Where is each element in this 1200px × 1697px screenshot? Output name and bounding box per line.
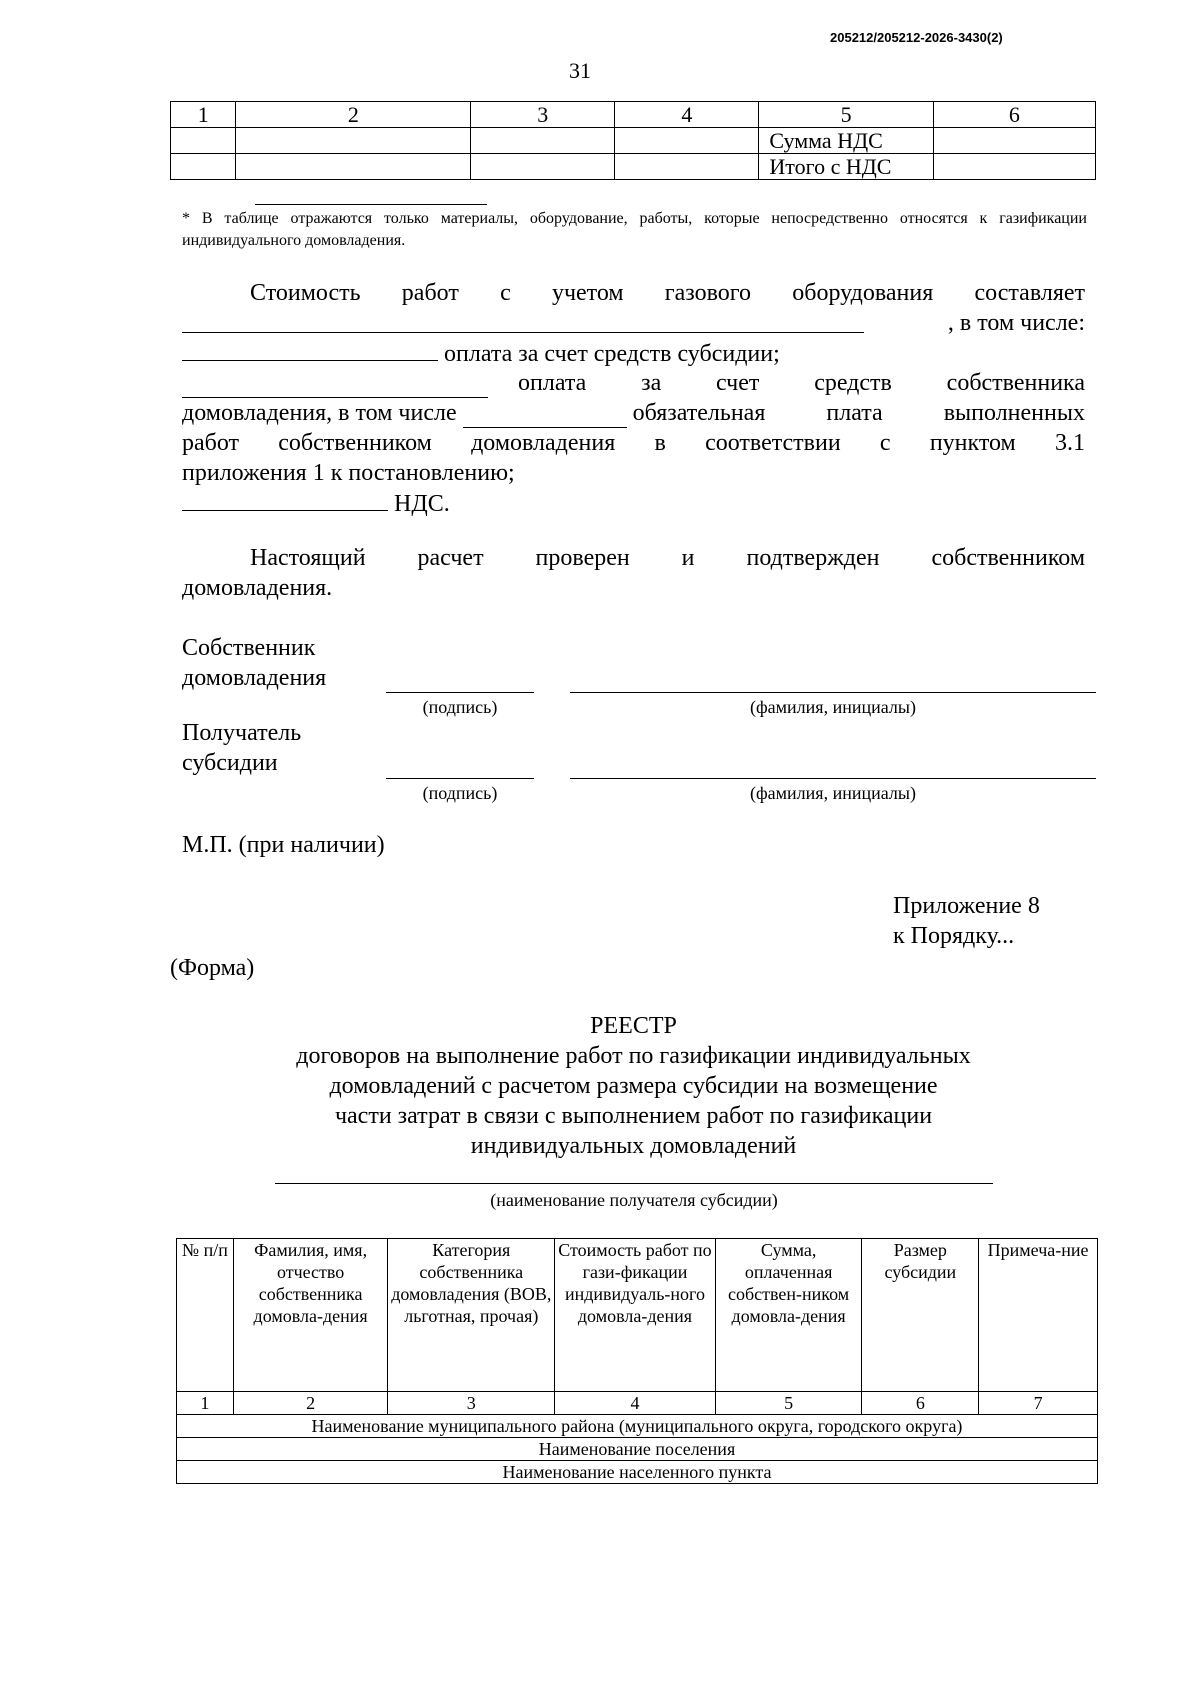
registry-subtitle-line: договоров на выполнение работ по газификации индивидуальных xyxy=(296,1043,971,1069)
table-cell xyxy=(236,154,471,180)
name-caption: (фамилия, инициалы) xyxy=(750,783,916,803)
cost-line-7: приложения 1 к постановлению; xyxy=(182,460,515,486)
stamp-label: М.П. (при наличии) xyxy=(182,832,385,858)
table-row xyxy=(171,128,1096,154)
column-number: 6 xyxy=(933,102,1095,128)
recipient-name-line xyxy=(570,778,1096,779)
owner-signature-line xyxy=(386,692,534,693)
cost-line-4 xyxy=(182,368,1085,398)
cost-table xyxy=(170,101,1096,180)
appendix-label: Приложение 8 xyxy=(893,893,1040,919)
cost-line-8 xyxy=(182,488,1085,519)
table-cell xyxy=(171,154,236,180)
page-number: 31 xyxy=(569,58,591,83)
signature-caption: (подпись) xyxy=(422,783,498,803)
registry-subtitle-line: индивидуальных домовладений xyxy=(470,1133,797,1159)
registry-table xyxy=(176,1238,1098,1484)
table-row xyxy=(177,1461,1098,1484)
cost-text: НДС. xyxy=(394,491,450,517)
cost-text: , в том числе: xyxy=(947,310,1085,336)
cost-line-2 xyxy=(182,308,1085,338)
recipient-name-blank xyxy=(275,1183,993,1184)
table-cell xyxy=(615,128,759,154)
vat-amount-label: Сумма НДС xyxy=(759,128,933,154)
column-header: Стоимость работ по гази-фикации индивидуаль-ного домовла-дения xyxy=(555,1239,716,1392)
cost-text: обязательная плата выполненных xyxy=(632,400,1085,426)
settlement-row: Наименование поселения xyxy=(177,1438,1098,1461)
column-number: 7 xyxy=(979,1392,1098,1415)
name-caption: (фамилия, инициалы) xyxy=(750,697,916,717)
table-cell xyxy=(471,154,615,180)
cost-text: оплата за счет средств субсидии; xyxy=(444,341,780,367)
owner-label: Собственник xyxy=(182,635,316,661)
subsidy-amount-blank xyxy=(182,338,438,361)
column-number: 2 xyxy=(236,102,471,128)
column-number: 3 xyxy=(471,102,615,128)
recipient-signature-line xyxy=(386,778,534,779)
table-header-row xyxy=(171,102,1096,128)
table-cell xyxy=(471,128,615,154)
recipient-caption: (наименование получателя субсидии) xyxy=(490,1190,778,1210)
cost-line-6: работ собственником домовладения в соответствии с пунктом 3.1 xyxy=(182,430,1085,456)
form-label: (Форма) xyxy=(170,955,255,981)
column-number: 6 xyxy=(862,1392,979,1415)
column-number: 4 xyxy=(615,102,759,128)
document-id: 205212/205212-2026-3430(2) xyxy=(830,30,1003,45)
table-row xyxy=(177,1415,1098,1438)
cost-text: оплата за счет средств собственника xyxy=(518,370,1085,396)
owner-label: домовладения xyxy=(182,665,327,691)
total-with-vat-label: Итого с НДС xyxy=(759,154,933,180)
cost-text: домовладения, в том числе xyxy=(182,400,457,426)
column-number: 1 xyxy=(171,102,236,128)
table-header-row xyxy=(177,1239,1098,1392)
cost-text: Стоимость работ с учетом газового оборудования составляет xyxy=(250,280,1085,306)
verified-line-2: домовладения. xyxy=(182,575,333,601)
column-number: 3 xyxy=(388,1392,555,1415)
table-cell xyxy=(236,128,471,154)
table-row xyxy=(177,1438,1098,1461)
owner-name-line xyxy=(570,692,1096,693)
municipal-district-row: Наименование муниципального района (муниципального округа, городского округа) xyxy=(177,1415,1098,1438)
cost-line-3 xyxy=(182,338,1085,369)
column-header: Категория собственника домовладения (ВОВ, льготная, прочая) xyxy=(388,1239,555,1392)
owner-amount-blank xyxy=(182,375,488,398)
footnote: * В таблице отражаются только материалы, оборудование, работы, которые непосредственно относятся к газификации индивидуального домовладения. xyxy=(182,210,1087,249)
verified-text: Настоящий расчет проверен и подтвержден собственником xyxy=(250,545,1085,571)
table-row xyxy=(171,154,1096,180)
column-number: 1 xyxy=(177,1392,234,1415)
column-header: Размер субсидии xyxy=(862,1239,979,1392)
column-number: 2 xyxy=(233,1392,388,1415)
cost-line-5 xyxy=(182,398,1085,428)
registry-subtitle-line: части затрат в связи с выполнением работ по газификации xyxy=(334,1103,933,1129)
footnote-separator xyxy=(255,204,487,205)
vat-amount-blank xyxy=(182,488,388,511)
appendix-label: к Порядку... xyxy=(893,923,1015,949)
column-header: Примеча-ние xyxy=(979,1239,1098,1392)
verified-line-1 xyxy=(182,543,1085,573)
table-cell xyxy=(171,128,236,154)
total-cost-blank xyxy=(182,310,864,333)
column-number: 4 xyxy=(555,1392,716,1415)
signature-caption: (подпись) xyxy=(422,697,498,717)
recipient-label: субсидии xyxy=(182,750,278,776)
registry-title: РЕЕСТР xyxy=(590,1013,677,1039)
column-header: № п/п xyxy=(177,1239,234,1392)
mandatory-payment-blank xyxy=(463,405,627,428)
table-cell xyxy=(933,154,1095,180)
column-header: Фамилия, имя, отчество собственника домовла-дения xyxy=(233,1239,388,1392)
table-number-row xyxy=(177,1392,1098,1415)
column-number: 5 xyxy=(759,102,933,128)
column-header: Сумма, оплаченная собствен-ником домовла-дения xyxy=(715,1239,862,1392)
locality-row: Наименование населенного пункта xyxy=(177,1461,1098,1484)
table-cell xyxy=(615,154,759,180)
column-number: 5 xyxy=(715,1392,862,1415)
cost-line-1 xyxy=(182,278,1085,308)
table-cell xyxy=(933,128,1095,154)
recipient-label: Получатель xyxy=(182,720,302,746)
registry-subtitle-line: домовладений с расчетом размера субсидии на возмещение xyxy=(329,1073,938,1099)
